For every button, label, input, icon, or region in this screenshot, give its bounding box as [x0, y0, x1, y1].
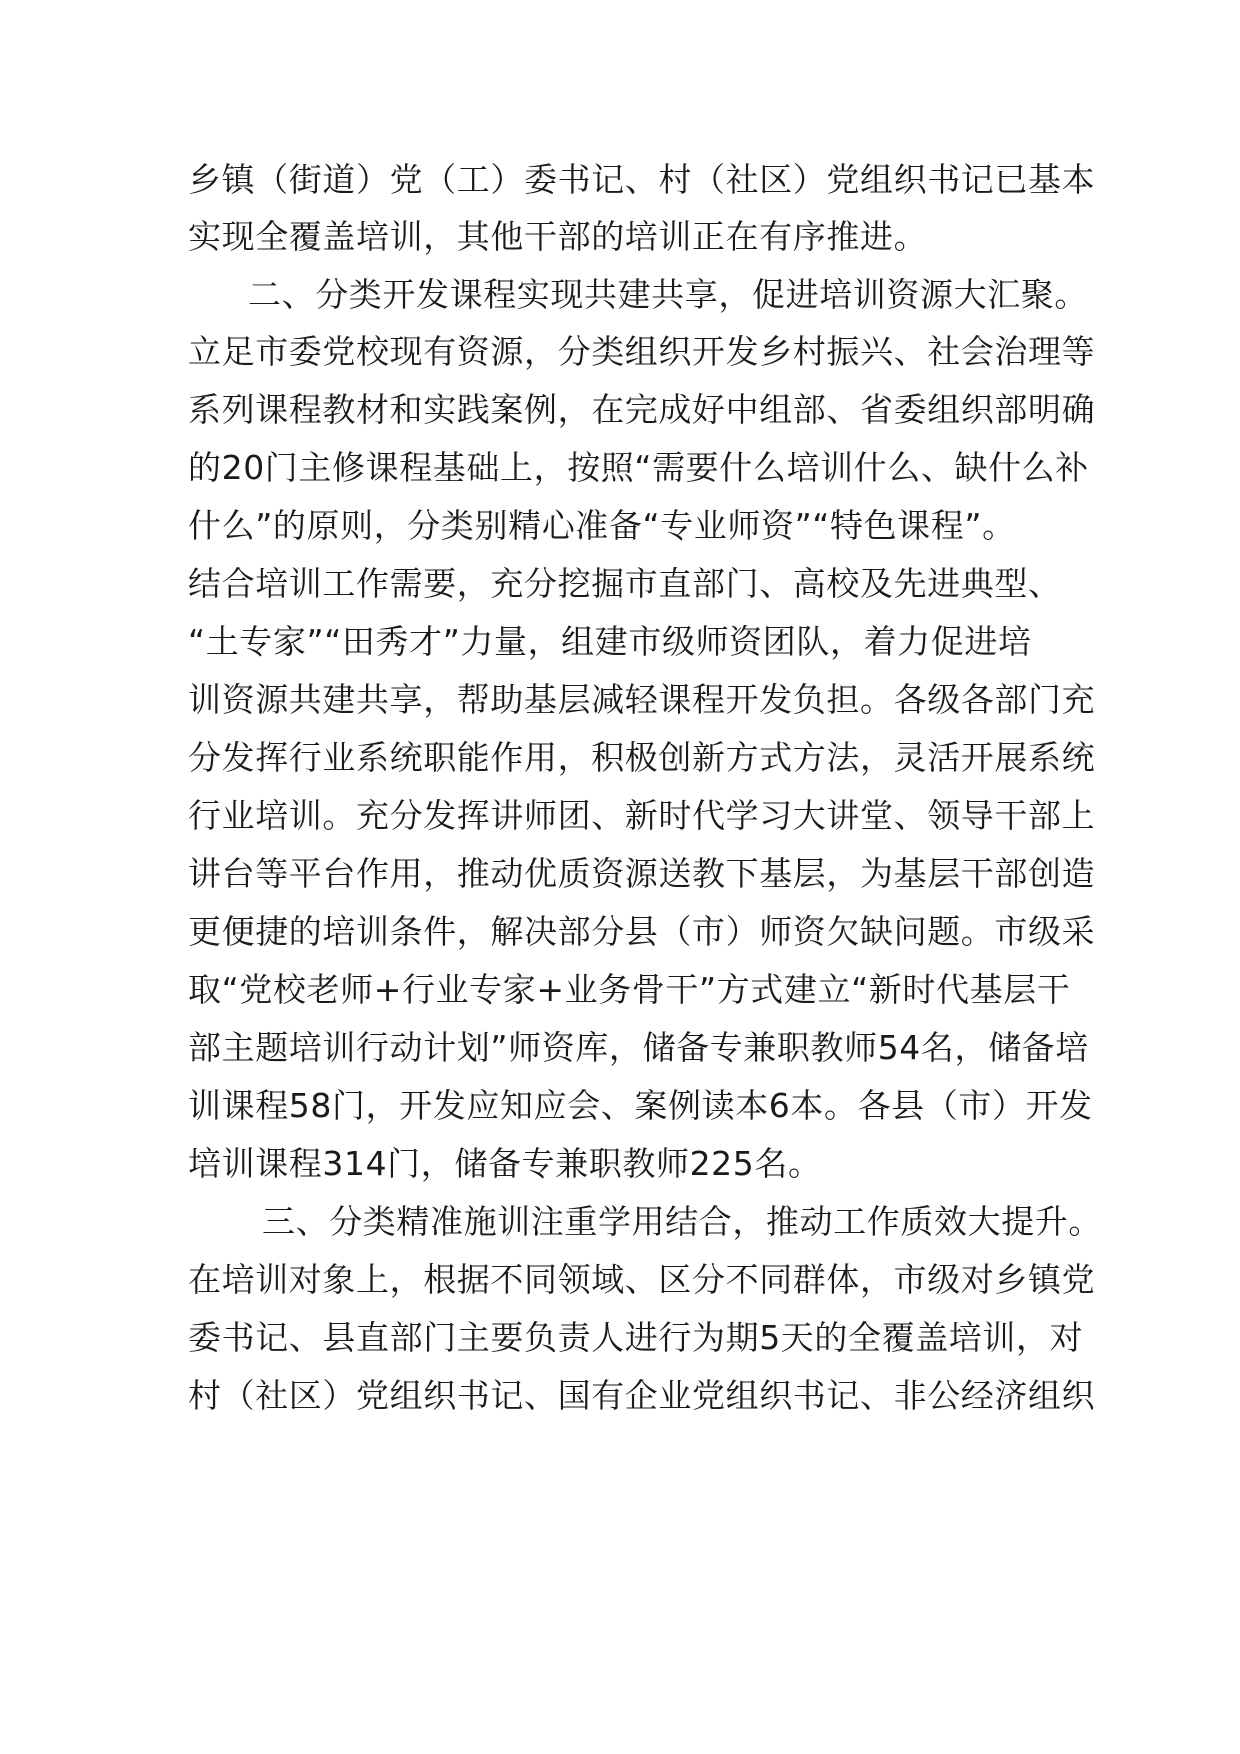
text-line-7: 什么”的原则，分类别精心准备“专业师资”“特色课程”。 [188, 506, 1016, 545]
text-line-9: “土专家”“田秀才”力量，组建市级师资团队，着力促进培 [188, 622, 1032, 661]
text-line-13: 讲台等平台作用，推动优质资源送教下基层，为基层干部创造 [188, 854, 1096, 893]
text-line-18: 培训课程314门，储备专兼职教师225名。 [188, 1144, 822, 1183]
text-line-15: 取“党校老师+行业专家+业务骨干”方式建立“新时代基层干 [188, 970, 1071, 1009]
text-line-14: 更便捷的培训条件，解决部分县（市）师资欠缺问题。市级采 [188, 912, 1096, 951]
section-heading-3: 三、分类精准施训注重学用结合，推动工作质效大提升。 [262, 1202, 1102, 1241]
text-line-6: 的20门主修课程基础上，按照“需要什么培训什么、缺什么补 [188, 448, 1089, 487]
text-line-21: 委书记、县直部门主要负责人进行为期5天的全覆盖培训，对 [188, 1318, 1084, 1357]
text-line-1: 乡镇（街道）党（工）委书记、村（社区）党组织书记已基本 [188, 160, 1096, 199]
text-line-17: 训课程58门，开发应知应会、案例读本6本。各县（市）开发 [188, 1086, 1093, 1125]
text-line-16: 部主题培训行动计划”师资库，储备专兼职教师54名，储备培 [188, 1028, 1089, 1067]
text-line-20: 在培训对象上，根据不同领域、区分不同群体，市级对乡镇党 [188, 1260, 1096, 1299]
text-line-12: 行业培训。充分发挥讲师团、新时代学习大讲堂、领导干部上 [188, 796, 1096, 835]
text-line-4: 立足市委党校现有资源，分类组织开发乡村振兴、社会治理等 [188, 332, 1096, 371]
text-line-2: 实现全覆盖培训，其他干部的培训正在有序推进。 [188, 217, 928, 256]
text-line-22: 村（社区）党组织书记、国有企业党组织书记、非公经济组织 [188, 1376, 1096, 1415]
section-heading-2: 二、分类开发课程实现共建共享，促进培训资源大汇聚。 [248, 275, 1088, 314]
text-line-10: 训资源共建共享，帮助基层减轻课程开发负担。各级各部门充 [188, 680, 1096, 719]
text-line-11: 分发挥行业系统职能作用，积极创新方式方法，灵活开展系统 [188, 738, 1096, 777]
text-line-8: 结合培训工作需要，充分挖掘市直部门、高校及先进典型、 [188, 564, 1062, 603]
text-line-5: 系列课程教材和实践案例，在完成好中组部、省委组织部明确 [188, 390, 1096, 429]
